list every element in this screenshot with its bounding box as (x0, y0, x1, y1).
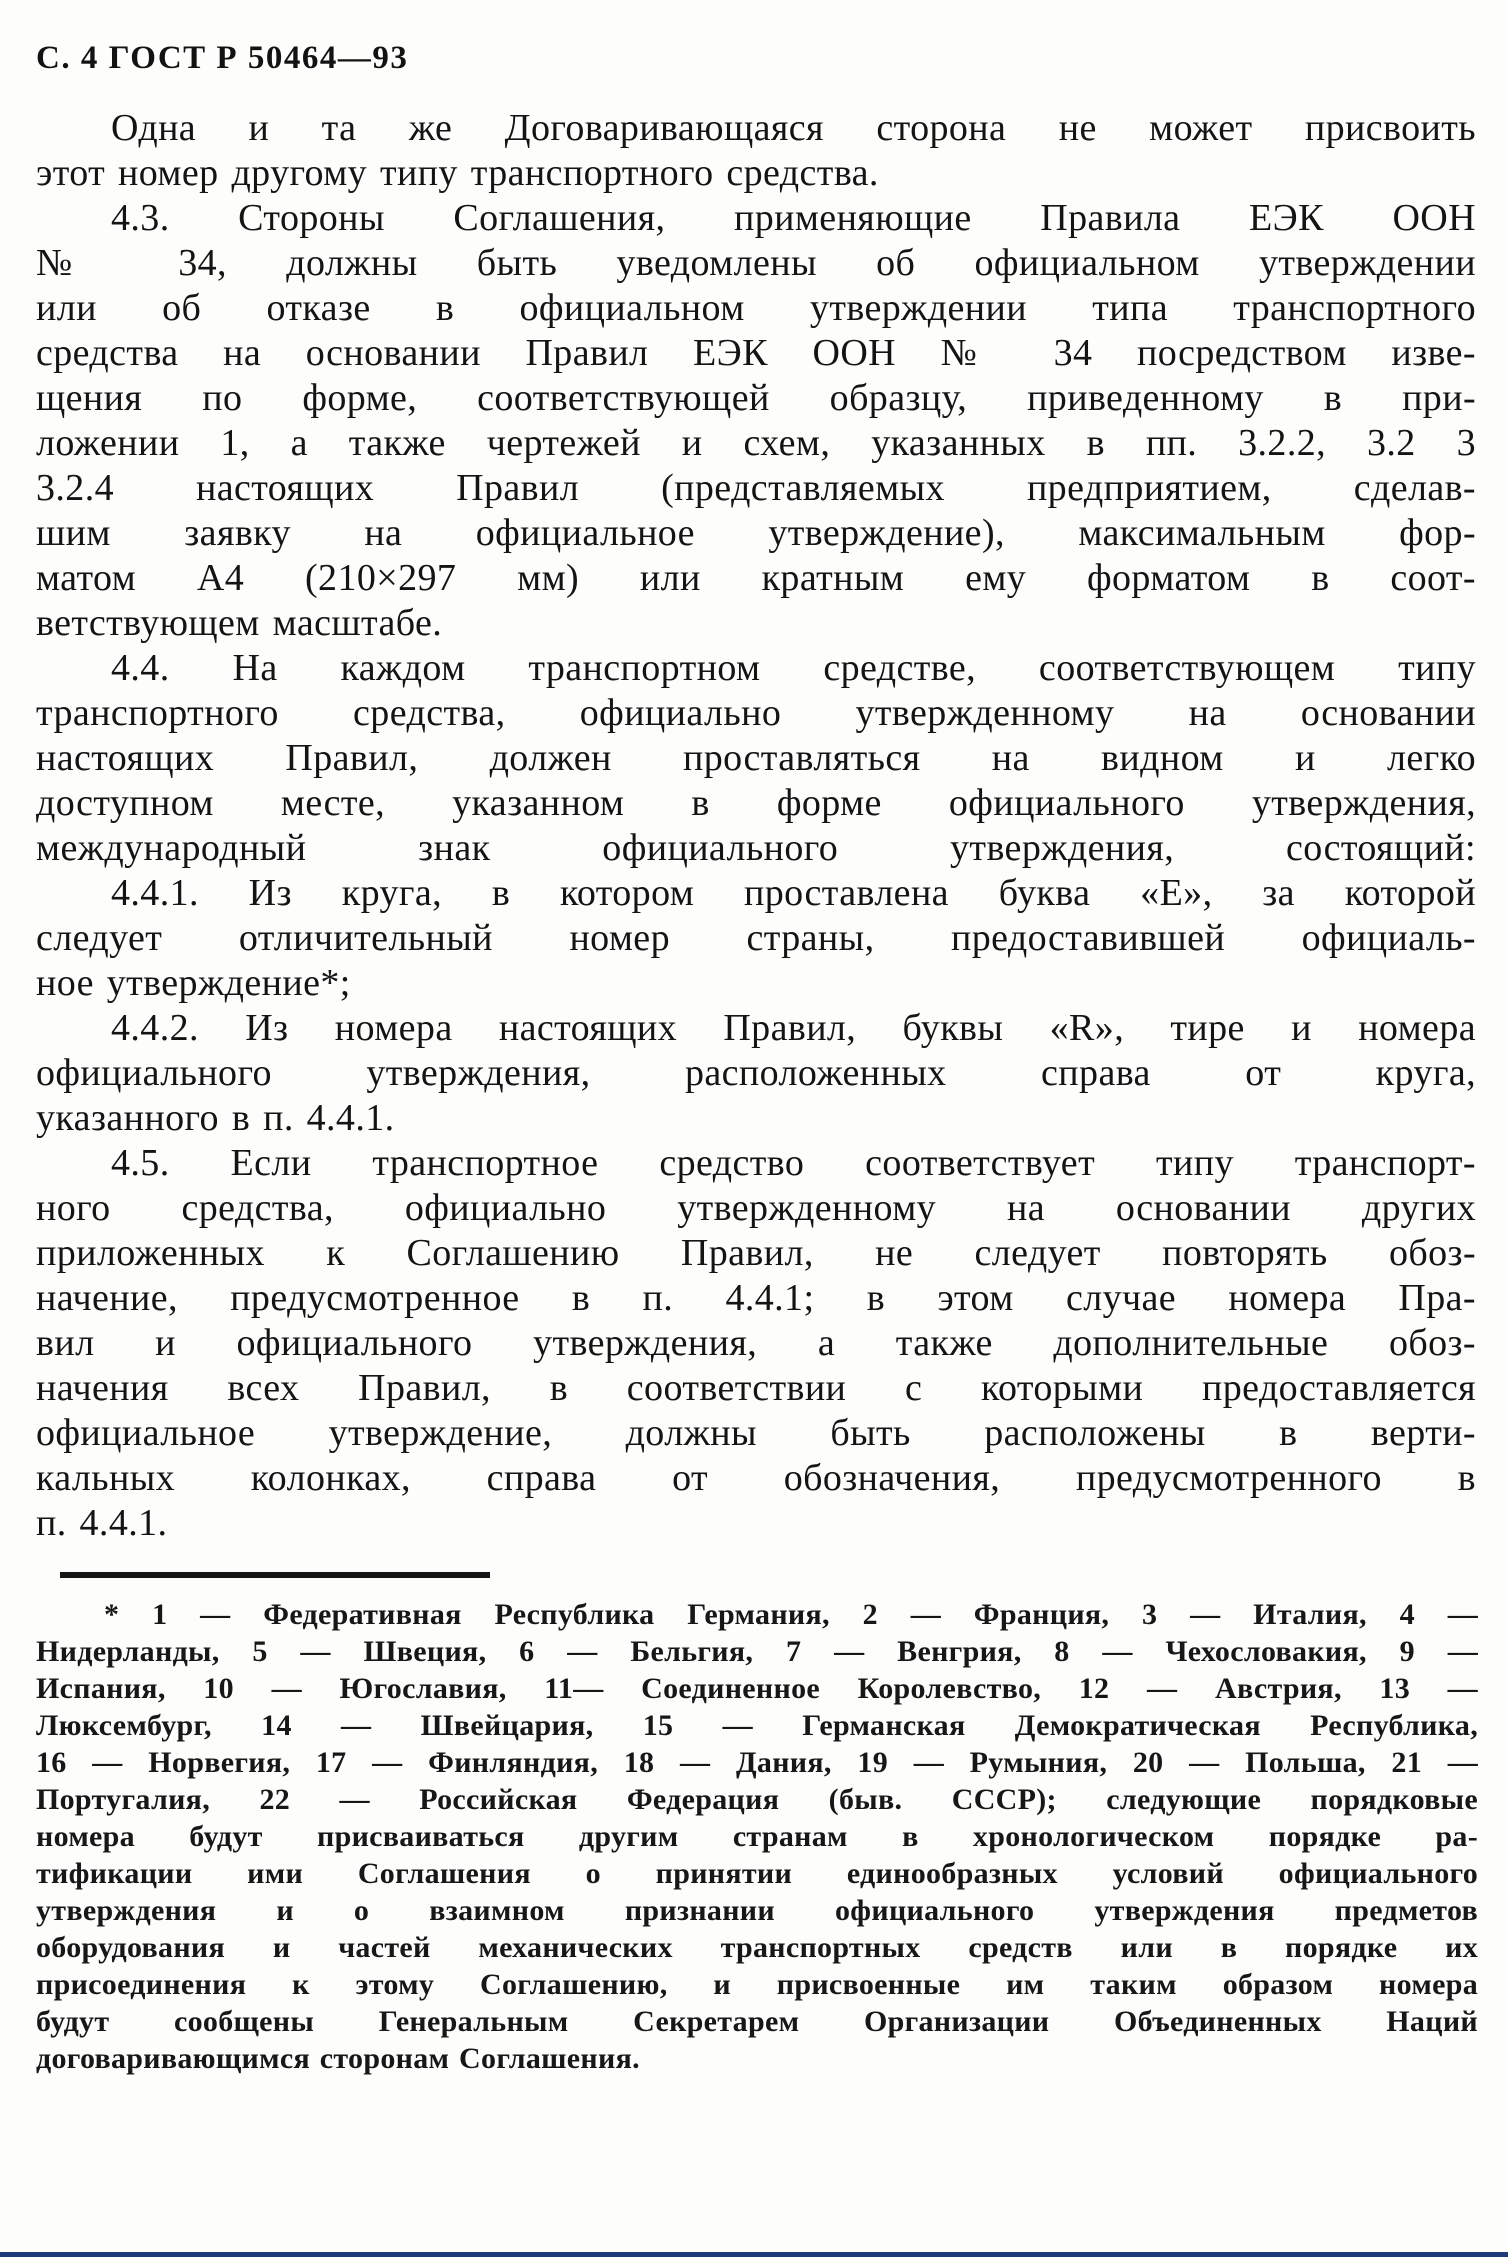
text-line: ного средства, официально утвержденному на основании других (36, 1187, 1476, 1229)
text-line: шим заявку на официальное утверждение), максимальным фор- (36, 512, 1476, 554)
text-line: указанного в п. 4.4.1. (36, 1097, 395, 1139)
text-line: 4.3. Стороны Соглашения, применяющие Правила ЕЭК ООН (111, 197, 1476, 239)
footnote (36, 1596, 1478, 2077)
text-line: 4.4.2. Из номера настоящих Правил, буквы «R», тире и номера (111, 1007, 1476, 1049)
footnote-line: 16 — Норвегия, 17 — Финляндия, 18 — Дания, 19 — Румыния, 20 — Польша, 21 — (36, 1746, 1478, 1779)
paragraph (36, 1006, 1476, 1141)
text-line: Одна и та же Договаривающаяся сторона не может присвоить (111, 107, 1476, 149)
text-line: п. 4.4.1. (36, 1502, 168, 1544)
text-line: кальных колонках, справа от обозначения, предусмотренного в (36, 1457, 1476, 1499)
text-line: щения по форме, соответствующей образцу, приведенному в при- (36, 377, 1476, 419)
footnote-line: Нидерланды, 5 — Швеция, 6 — Бельгия, 7 — Венгрия, 8 — Чехословакия, 9 — (36, 1635, 1478, 1668)
text-line: следует отличительный номер страны, предоставившей официаль- (36, 917, 1476, 959)
footnote-line: номера будут присваиваться другим странам в хронологическом порядке ра- (36, 1820, 1478, 1853)
footnote-line: * 1 — Федеративная Республика Германия, 2 — Франция, 3 — Италия, 4 — (104, 1598, 1478, 1631)
text-line: 4.4. На каждом транспортном средстве, соответствующем типу (111, 647, 1476, 689)
footnote-line: оборудования и частей механических транспортных средств или в порядке их (36, 1931, 1478, 1964)
text-line: 4.4.1. Из круга, в котором проставлена буква «Е», за которой (111, 872, 1476, 914)
text-line: официального утверждения, расположенных справа от круга, (36, 1052, 1476, 1094)
text-line: 4.5. Если транспортное средство соответствует типу транспорт- (111, 1142, 1476, 1184)
document-body (36, 106, 1476, 1546)
text-line: ложении 1, а также чертежей и схем, указанных в пп. 3.2.2, 3.2 3 (36, 422, 1476, 464)
text-line: транспортного средства, официально утвержденному на основании (36, 692, 1476, 734)
text-line: средства на основании Правил ЕЭК ООН № 34 посредством изве- (36, 332, 1476, 374)
text-line: 3.2.4 настоящих Правил (представляемых предприятием, сделав- (36, 467, 1476, 509)
text-line: или об отказе в официальном утверждении типа транспортного (36, 287, 1476, 329)
footnote-line: Португалия, 22 — Российская Федерация (быв. СССР); следующие порядковые (36, 1783, 1478, 1816)
paragraph (36, 196, 1476, 646)
paragraph (36, 1141, 1476, 1546)
text-line: № 34, должны быть уведомлены об официальном утверждении (36, 242, 1476, 284)
text-line: официальное утверждение, должны быть расположены в верти- (36, 1412, 1476, 1454)
text-line: начение, предусмотренное в п. 4.4.1; в этом случае номера Пра- (36, 1277, 1476, 1319)
text-line: начения всех Правил, в соответствии с которыми предоставляется (36, 1367, 1476, 1409)
paragraph (36, 106, 1476, 196)
footnote-line: присоединения к этому Соглашению, и присвоенные им таким образом номера (36, 1968, 1478, 2001)
text-line: международный знак официального утверждения, состоящий: (36, 827, 1476, 869)
footnote-line: Испания, 10 — Югославия, 11— Соединенное Королевство, 12 — Австрия, 13 — (36, 1672, 1478, 1705)
text-line: ное утверждение*; (36, 962, 351, 1004)
footnote-divider (60, 1572, 490, 1578)
footnote-line: Люксембург, 14 — Швейцария, 15 — Германская Демократическая Республика, (36, 1709, 1478, 1742)
text-line: ветствующем масштабе. (36, 602, 443, 644)
text-line: доступном месте, указанном в форме официального утверждения, (36, 782, 1476, 824)
page-header: С. 4 ГОСТ Р 50464—93 (36, 40, 409, 76)
paragraph (36, 646, 1476, 871)
footnote-line: утверждения и о взаимном признании официального утверждения предметов (36, 1894, 1478, 1927)
paragraph (36, 871, 1476, 1006)
scan-edge-artifact (0, 2252, 1508, 2257)
text-line: настоящих Правил, должен проставляться на видном и легко (36, 737, 1476, 779)
text-line: этот номер другому типу транспортного средства. (36, 152, 879, 194)
footnote-line: тификации ими Соглашения о принятии единообразных условий официального (36, 1857, 1478, 1890)
text-line: вил и официального утверждения, а также дополнительные обоз- (36, 1322, 1476, 1364)
footnote-line: договаривающимся сторонам Соглашения. (36, 2042, 640, 2075)
text-line: матом А4 (210×297 мм) или кратным ему форматом в соот- (36, 557, 1476, 599)
footnote-line: будут сообщены Генеральным Секретарем Организации Объединенных Наций (36, 2005, 1478, 2038)
text-line: приложенных к Соглашению Правил, не следует повторять обоз- (36, 1232, 1476, 1274)
